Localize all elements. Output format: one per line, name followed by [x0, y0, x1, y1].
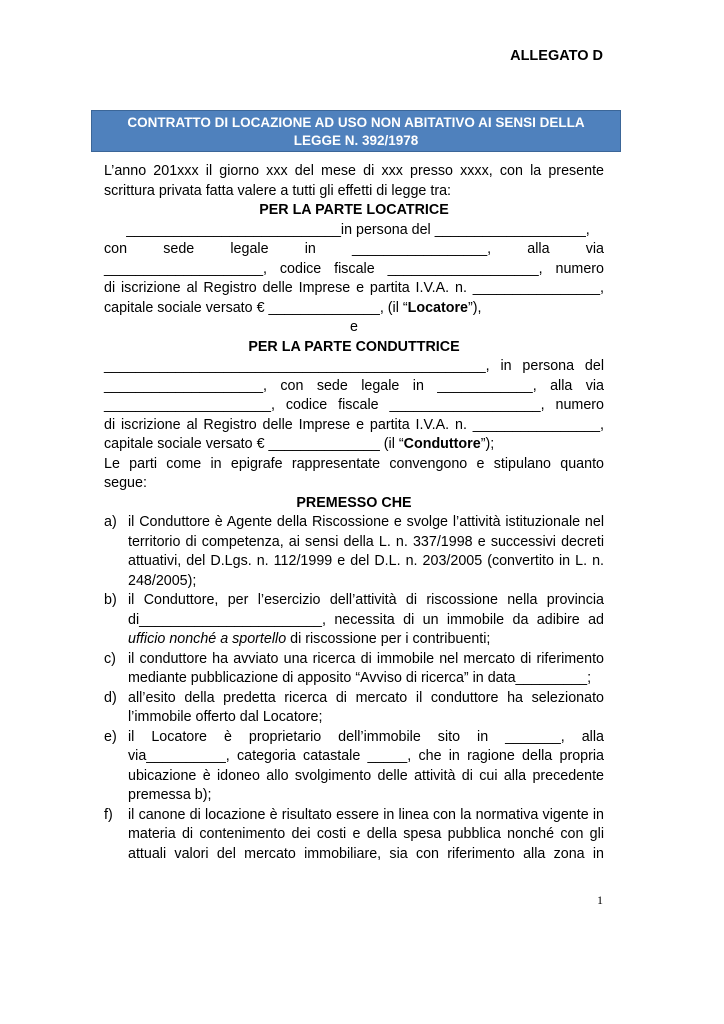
list-item-b [104, 591, 604, 650]
list-label-a: a) [104, 514, 117, 530]
locatrice-line3: ____________________, codice fiscale ___________________, numero [104, 260, 604, 277]
list-item-f [104, 806, 604, 865]
list-text-c: il conduttore ha avviato una ricerca di immobile nel mercato di riferimento mediante pubblicazione di apposito “Avviso di ricerca” in data_________; [128, 650, 604, 686]
intro-line2: scrittura privata fatta valere a tutti gli effetti di legge tra: [104, 182, 452, 199]
list-text-e: il Locatore è proprietario dell’immobile sito in _______, alla via__________, categoria catastale _____, che in ragione della propria ubicazione è idoneo allo svolgimento delle attività di cui alla precedente premessa b); [128, 728, 604, 803]
list-label-f: f) [104, 806, 113, 823]
premesso-heading: PREMESSO CHE [296, 494, 412, 511]
conduttrice-line5 [104, 435, 604, 455]
conduttrice-line3: _____________________, codice fiscale ___________________, numero [104, 397, 604, 413]
list-label-c: c) [104, 650, 116, 667]
list-text-f: il canone di locazione è risultato essere in linea con la normativa vigente in materia di contenimento dei costi e della spesa pubblica nonché con gli attuali valori del mercato immobiliare, sia con riferimento alla zona in [128, 806, 604, 862]
contract-title-line1: CONTRATTO DI LOCAZIONE AD USO NON ABITATIVO AI SENSI DELLA [127, 115, 585, 130]
contract-title [91, 110, 621, 152]
list-item-a [104, 513, 604, 591]
list-text-b-italic: ufficio nonché a sportello [128, 631, 287, 647]
list-text-b-post: di riscossione per i contribuenti; [286, 631, 491, 647]
intro-line1: L’anno 201xxx il giorno xxx del mese di xxx presso xxxx, con la presente [104, 163, 604, 179]
locatrice-heading: PER LA PARTE LOCATRICE [259, 202, 449, 218]
locatrice-line5 [104, 299, 604, 319]
conduttrice-heading: PER LA PARTE CONDUTTRICE [248, 338, 460, 355]
parti-line1: Le parti come in epigrafe rappresentate convengono e stipulano quanto [104, 455, 604, 472]
allegato-label: ALLEGATO D [510, 48, 603, 64]
locatrice-line5-post: ”), [468, 299, 482, 316]
list-text-b-pre: il Conduttore, per l’esercizio dell’attività di riscossione nella provincia di_______________________, necessita di un immobile da adibire ad [128, 592, 604, 628]
locatore-term: Locatore [407, 299, 469, 316]
page-number: 1 [597, 893, 603, 907]
conjunction-e: e [350, 319, 358, 335]
conduttore-term: Conduttore [403, 436, 481, 452]
conduttrice-line5-post: ”); [480, 436, 495, 452]
conduttrice-line1: ________________________________________________, in persona del [104, 358, 604, 374]
locatrice-line2: con sede legale in _________________, alla via [104, 241, 604, 257]
list-label-b: b) [104, 592, 117, 608]
list-text-a: il Conduttore è Agente della Riscossione e svolge l’attività istituzionale nel territorio di competenza, ai sensi della L. n. 337/1998 e successivi decreti attuativi, del D.Lgs. n. 112/1999 e del D.L. n. 203/2005 (convertito in L. n. 248/2005); [128, 514, 604, 589]
locatrice-line4: di iscrizione al Registro delle Imprese e partita I.V.A. n. ________________, [104, 280, 604, 296]
list-label-d: d) [104, 689, 117, 706]
list-text-d: all’esito della predetta ricerca di mercato il conduttore ha selezionato l’immobile offerto dal Locatore; [128, 689, 604, 725]
parti-line2: segue: [104, 475, 147, 491]
document-body [104, 162, 604, 864]
locatrice-line1: ___________________________in persona del ___________________, [126, 221, 590, 238]
list-item-c [104, 650, 604, 689]
contract-title-line2: LEGGE N. 392/1978 [293, 133, 419, 148]
locatrice-line5-pre: capitale sociale versato € ______________, (il “ [104, 299, 408, 316]
list-label-e: e) [104, 728, 117, 745]
conduttrice-line2: ____________________, con sede legale in ____________, alla via [104, 377, 604, 394]
list-item-d [104, 689, 604, 728]
conduttrice-line5-pre: capitale sociale versato € ______________ (il “ [104, 436, 404, 452]
conduttrice-line4: di iscrizione al Registro delle Imprese e partita I.V.A. n. ________________, [104, 416, 604, 433]
list-item-e [104, 728, 604, 806]
